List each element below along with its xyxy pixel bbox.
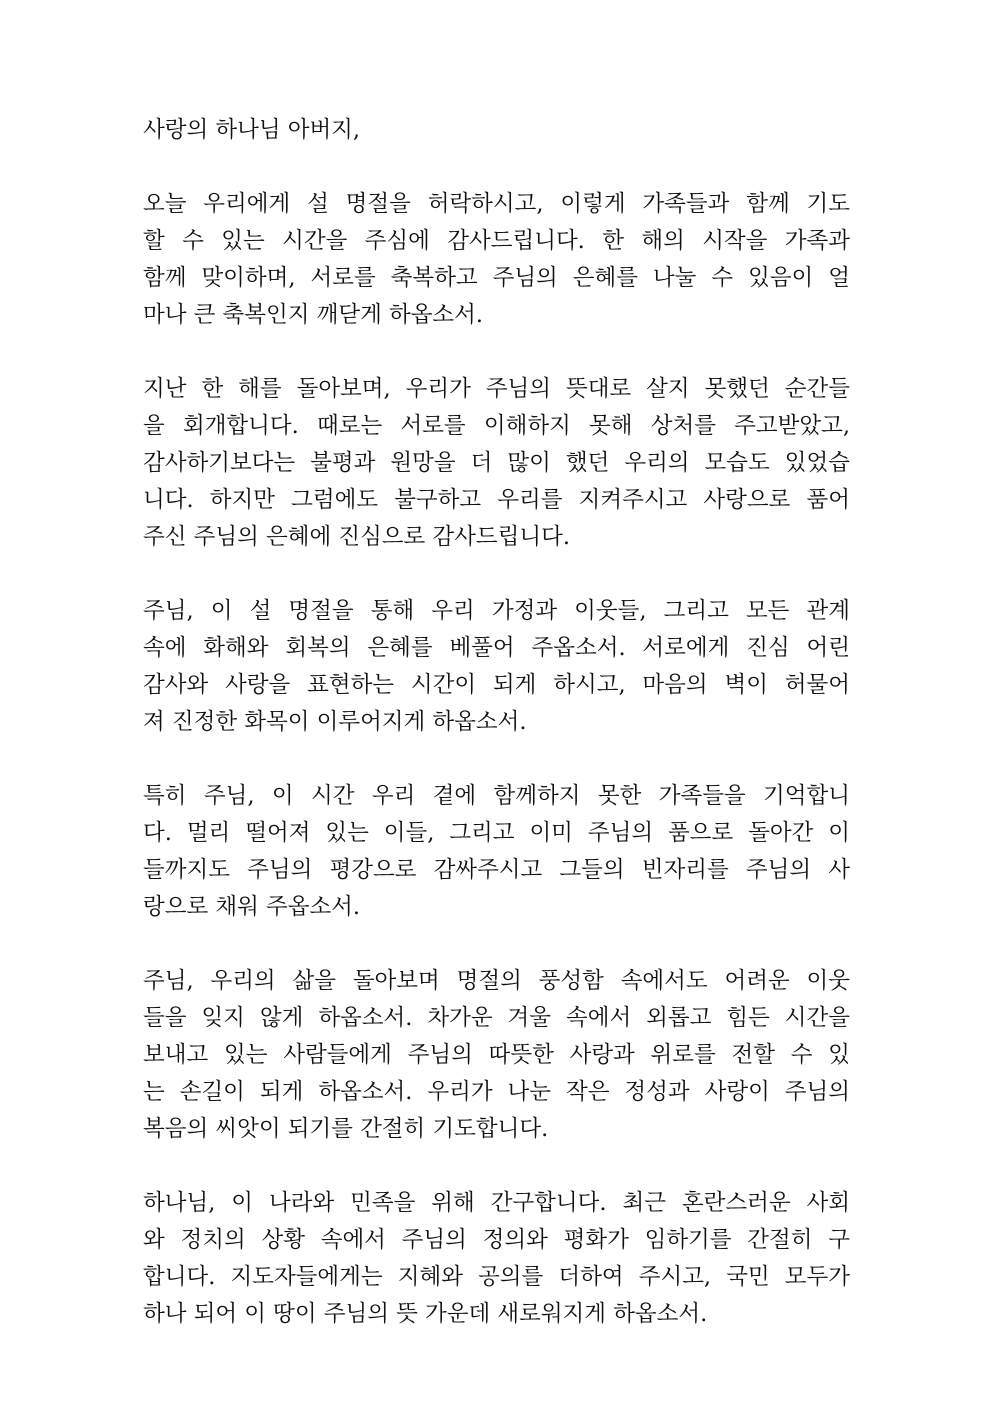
paragraph-absent-family bbox=[143, 778, 850, 926]
text-line: 하나 되어 이 땅이 주님의 뜻 가운데 새로워지게 하옵소서. bbox=[143, 1301, 708, 1327]
text-line: 속에 화해와 회복의 은혜를 베풀어 주옵소서. 서로에게 진심 어린 bbox=[143, 635, 850, 661]
text-line: 감사와 사랑을 표현하는 시간이 되게 하시고, 마음의 벽이 허물어 bbox=[143, 672, 850, 698]
text-line: 니다. 하지만 그럼에도 불구하고 우리를 지켜주시고 사랑으로 품어 bbox=[143, 487, 850, 513]
text-line: 주님, 이 설 명절을 통해 우리 가정과 이웃들, 그리고 모든 관계 bbox=[143, 598, 850, 624]
text-line: 보내고 있는 사람들에게 주님의 따뜻한 사랑과 위로를 전할 수 있 bbox=[143, 1042, 850, 1068]
text-line: 오늘 우리에게 설 명절을 허락하시고, 이렇게 가족들과 함께 기도 bbox=[143, 191, 850, 217]
text-line: 들을 잊지 않게 하옵소서. 차가운 겨울 속에서 외롭고 힘든 시간을 bbox=[143, 1005, 850, 1031]
paragraph-greeting bbox=[143, 112, 850, 149]
text-line: 져 진정한 화목이 이루어지게 하옵소서. bbox=[143, 709, 527, 735]
text-line: 들까지도 주님의 평강으로 감싸주시고 그들의 빈자리를 주님의 사 bbox=[143, 857, 850, 883]
text-line: 주신 주님의 은혜에 진심으로 감사드립니다. bbox=[143, 524, 570, 550]
text-line: 합니다. 지도자들에게는 지혜와 공의를 더하여 주시고, 국민 모두가 bbox=[143, 1264, 850, 1290]
document-page bbox=[143, 112, 850, 1370]
text-line: 지난 한 해를 돌아보며, 우리가 주님의 뜻대로 살지 못했던 순간들 bbox=[143, 376, 850, 402]
text-line: 감사하기보다는 불평과 원망을 더 많이 했던 우리의 모습도 있었습 bbox=[143, 450, 850, 476]
paragraph-repentance bbox=[143, 371, 850, 556]
paragraph-nation bbox=[143, 1185, 850, 1333]
paragraph-neighbors bbox=[143, 963, 850, 1148]
text-line: 는 손길이 되게 하옵소서. 우리가 나눈 작은 정성과 사랑이 주님의 bbox=[143, 1079, 850, 1105]
text-line: 사랑의 하나님 아버지, bbox=[143, 117, 361, 143]
text-line: 다. 멀리 떨어져 있는 이들, 그리고 이미 주님의 품으로 돌아간 이 bbox=[143, 820, 850, 846]
text-line: 을 회개합니다. 때로는 서로를 이해하지 못해 상처를 주고받았고, bbox=[143, 413, 850, 439]
text-line: 할 수 있는 시간을 주심에 감사드립니다. 한 해의 시작을 가족과 bbox=[143, 228, 850, 254]
text-line: 주님, 우리의 삶을 돌아보며 명절의 풍성함 속에서도 어려운 이웃 bbox=[143, 968, 850, 994]
paragraph-reconciliation bbox=[143, 593, 850, 741]
text-line: 복음의 씨앗이 되기를 간절히 기도합니다. bbox=[143, 1116, 549, 1142]
text-line: 특히 주님, 이 시간 우리 곁에 함께하지 못한 가족들을 기억합니 bbox=[143, 783, 850, 809]
text-line: 마나 큰 축복인지 깨닫게 하옵소서. bbox=[143, 302, 484, 328]
text-line: 하나님, 이 나라와 민족을 위해 간구합니다. 최근 혼란스러운 사회 bbox=[143, 1190, 850, 1216]
text-line: 랑으로 채워 주옵소서. bbox=[143, 894, 361, 920]
paragraph-thanksgiving bbox=[143, 186, 850, 334]
text-line: 함께 맞이하며, 서로를 축복하고 주님의 은혜를 나눌 수 있음이 얼 bbox=[143, 265, 850, 291]
text-line: 와 정치의 상황 속에서 주님의 정의와 평화가 임하기를 간절히 구 bbox=[143, 1227, 850, 1253]
